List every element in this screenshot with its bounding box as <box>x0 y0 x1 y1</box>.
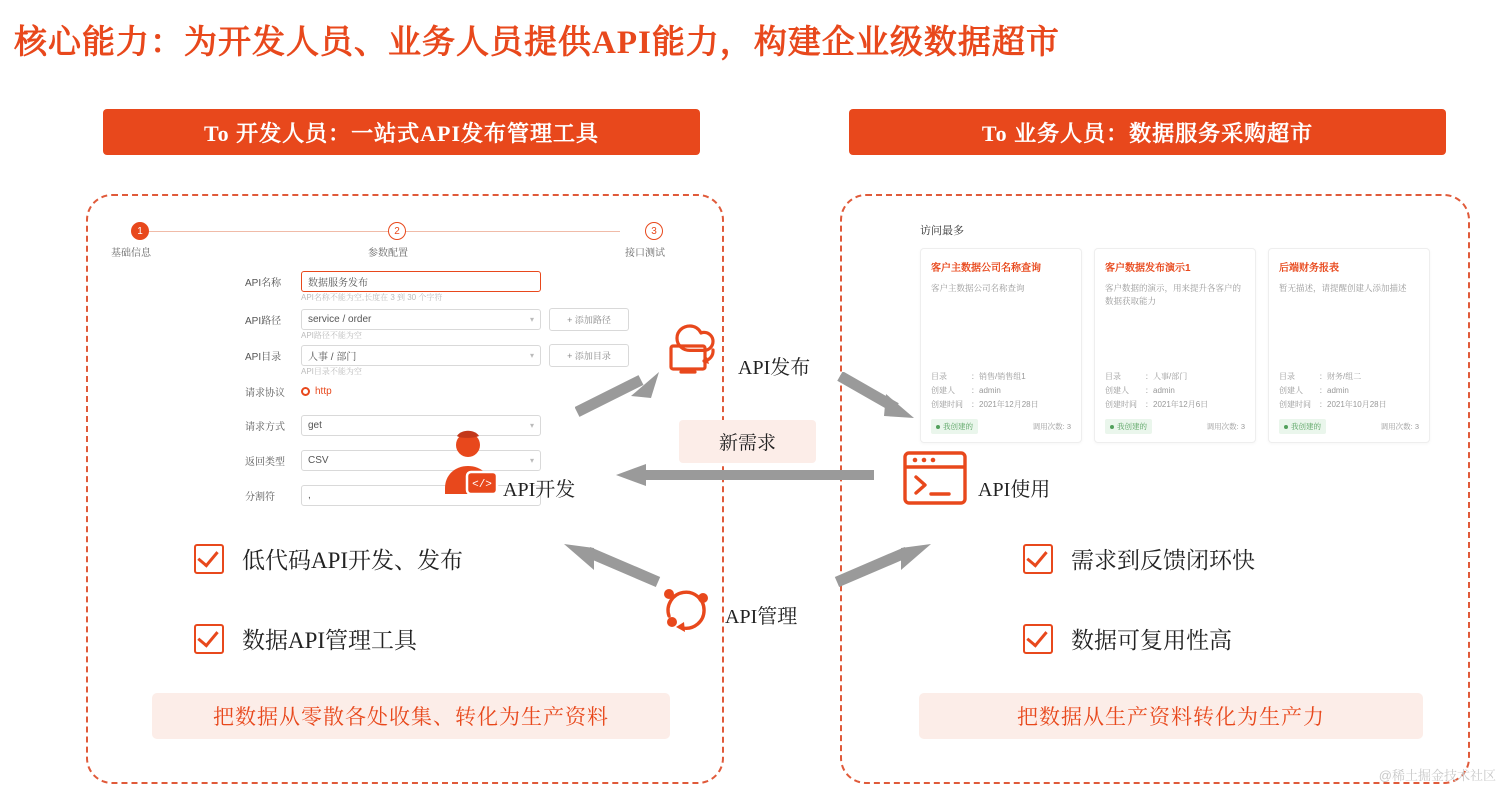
chevron-down-icon: ▾ <box>529 350 534 360</box>
api-use-label: API使用 <box>978 479 1051 501</box>
bullet-left-1-label: 低代码API开发、发布 <box>242 548 464 573</box>
chevron-down-icon: ▾ <box>529 314 534 324</box>
page-title: 核心能力：为开发人员、业务人员提供API能力，构建企业级数据超市 <box>14 25 1060 61</box>
service-card-title: 客户数据发布演示1 <box>1105 263 1191 274</box>
select-api-path-value: service / order <box>308 313 372 325</box>
api-develop-label: API开发 <box>503 479 576 501</box>
meta-key-created: 创建时间 <box>1279 400 1311 409</box>
add-catalog-button[interactable]: + 添加目录 <box>549 344 629 367</box>
section-header-business: To 业务人员：数据服务采购超市 <box>849 109 1446 155</box>
meta-key-creator: 创建人 <box>1105 386 1129 395</box>
select-method-value: get <box>308 419 322 431</box>
api-manage-label: API管理 <box>725 606 798 628</box>
bullet-left-2 <box>194 622 417 655</box>
meta-key-catalog: 目录 <box>1279 372 1295 381</box>
label-delimiter: 分割符 <box>245 491 275 503</box>
status-dot-icon <box>936 425 940 429</box>
cards-row <box>920 248 1440 443</box>
step-1-marker[interactable]: 1 <box>131 222 149 240</box>
select-api-path[interactable] <box>301 309 541 330</box>
meta-value-creator: admin <box>1153 386 1175 395</box>
check-icon <box>194 624 224 654</box>
service-card-title: 客户主数据公司名称查询 <box>931 263 1041 274</box>
meta-key-created: 创建时间 <box>1105 400 1137 409</box>
select-api-catalog-value: 人事 / 部门 <box>308 351 357 363</box>
select-api-catalog[interactable] <box>301 345 541 366</box>
bullet-left-2-label: 数据API管理工具 <box>242 628 418 653</box>
api-publish-icon <box>663 316 729 379</box>
meta-key-creator: 创建人 <box>1279 386 1303 395</box>
radio-icon <box>301 387 310 396</box>
label-api-catalog: API目录 <box>245 351 282 363</box>
call-count: 调用次数: 3 <box>1032 422 1071 431</box>
form-row-api-name <box>245 270 541 292</box>
new-requirement-badge: 新需求 <box>679 420 816 463</box>
call-count: 调用次数: 3 <box>1206 422 1245 431</box>
arrow-manage-to-right <box>833 540 933 590</box>
bullet-right-2-label: 数据可复用性高 <box>1071 628 1232 653</box>
status-badge <box>1279 419 1326 434</box>
meta-key-created: 创建时间 <box>931 400 963 409</box>
status-dot-icon <box>1110 425 1114 429</box>
api-manage-icon <box>657 578 719 641</box>
meta-key-creator: 创建人 <box>931 386 955 395</box>
label-protocol: 请求协议 <box>245 387 285 399</box>
api-develop-icon <box>437 428 499 503</box>
arrow-use-to-develop <box>612 462 877 488</box>
footer-banner-left: 把数据从零散各处收集、转化为生产资料 <box>152 693 670 739</box>
form-row-protocol <box>245 380 332 402</box>
step-2-marker[interactable]: 2 <box>388 222 406 240</box>
section-header-developer: To 开发人员：一站式API发布管理工具 <box>103 109 700 155</box>
form-steps <box>100 220 665 260</box>
form-row-api-path <box>245 308 629 330</box>
select-method[interactable] <box>301 415 541 436</box>
meta-value-catalog: 人事/部门 <box>1153 372 1188 381</box>
cards-section-title: 访问最多 <box>920 225 964 237</box>
input-api-name[interactable]: 数据服务发布 <box>301 271 541 292</box>
radio-protocol-http-label: http <box>315 385 332 397</box>
service-card-desc: 客户数据的演示，用来提升各客户的数据获取能力 <box>1105 283 1242 306</box>
service-card-meta: 目录 ：人事/部门 创建人 ：admin 创建时间 ：2021年12月6日 <box>1105 370 1208 412</box>
label-return-type: 返回类型 <box>245 456 285 468</box>
service-card-title: 后端财务报表 <box>1279 263 1339 274</box>
service-card-meta: 目录 ：销售/销售组1 创建人 ：admin 创建时间 ：2021年12月28日 <box>931 370 1039 412</box>
service-card[interactable] <box>1268 248 1430 443</box>
select-return-type[interactable] <box>301 450 541 471</box>
status-badge <box>931 419 978 434</box>
service-card-desc: 客户主数据公司名称查询 <box>931 283 1025 293</box>
step-3-marker[interactable]: 3 <box>645 222 663 240</box>
add-path-button[interactable]: + 添加路径 <box>549 308 629 331</box>
step-2-label: 参数配置 <box>368 248 408 259</box>
meta-key-catalog: 目录 <box>931 372 947 381</box>
label-method: 请求方式 <box>245 421 285 433</box>
meta-value-catalog: 财务/组二 <box>1327 372 1362 381</box>
meta-value-creator: admin <box>1327 386 1349 395</box>
hint-api-catalog: API目录不能为空 <box>301 367 362 376</box>
arrow-publish-to-market <box>836 372 926 424</box>
check-icon <box>194 544 224 574</box>
bullet-right-1 <box>1023 542 1255 575</box>
api-use-icon <box>902 450 968 511</box>
arrow-form-to-publish <box>575 370 665 420</box>
form-row-api-catalog <box>245 344 629 366</box>
service-card-footer <box>931 419 1071 434</box>
bullet-left-1 <box>194 542 463 575</box>
label-api-name: API名称 <box>245 277 282 289</box>
bullet-right-2 <box>1023 622 1232 655</box>
step-connector <box>140 231 620 232</box>
service-card-footer <box>1279 419 1419 434</box>
chevron-down-icon: ▾ <box>529 420 534 430</box>
select-return-type-value: CSV <box>308 454 329 466</box>
call-count: 调用次数: 3 <box>1380 422 1419 431</box>
service-card[interactable] <box>1094 248 1256 443</box>
step-1-label: 基础信息 <box>111 248 151 259</box>
meta-value-catalog: 销售/销售组1 <box>979 372 1026 381</box>
radio-protocol-http[interactable] <box>301 386 332 397</box>
service-card-desc: 暂无描述，请提醒创建人添加描述 <box>1279 283 1407 293</box>
status-badge-label: 我创建的 <box>1291 422 1321 431</box>
label-api-path: API路径 <box>245 315 282 327</box>
chevron-down-icon: ▾ <box>529 455 534 465</box>
status-dot-icon <box>1284 425 1288 429</box>
watermark: @稀土掘金技术社区 <box>1378 768 1496 783</box>
check-icon <box>1023 624 1053 654</box>
meta-value-created: 2021年12月6日 <box>1153 400 1209 409</box>
service-card-meta: 目录 ：财务/组二 创建人 ：admin 创建时间 ：2021年10月28日 <box>1279 370 1387 412</box>
service-card-footer <box>1105 419 1245 434</box>
input-delimiter[interactable]: , <box>301 485 541 506</box>
meta-value-creator: admin <box>979 386 1001 395</box>
meta-key-catalog: 目录 <box>1105 372 1121 381</box>
arrow-manage-to-left <box>562 540 662 590</box>
service-card[interactable] <box>920 248 1082 443</box>
bullet-right-1-label: 需求到反馈闭环快 <box>1071 548 1255 573</box>
step-3-label: 接口测试 <box>625 248 665 259</box>
hint-api-name: API名称不能为空,长度在 3 到 30 个字符 <box>301 293 443 302</box>
meta-value-created: 2021年12月28日 <box>979 400 1039 409</box>
check-icon <box>1023 544 1053 574</box>
status-badge-label: 我创建的 <box>943 422 973 431</box>
data-market-mock <box>920 222 1440 443</box>
meta-value-created: 2021年10月28日 <box>1327 400 1387 409</box>
status-badge-label: 我创建的 <box>1117 422 1147 431</box>
svg-text:</>: </> <box>472 479 492 491</box>
status-badge <box>1105 419 1152 434</box>
footer-banner-right: 把数据从生产资料转化为生产力 <box>919 693 1423 739</box>
api-publish-label: API发布 <box>738 357 811 379</box>
hint-api-path: API路径不能为空 <box>301 331 362 340</box>
api-publish-form-mock <box>100 208 665 508</box>
